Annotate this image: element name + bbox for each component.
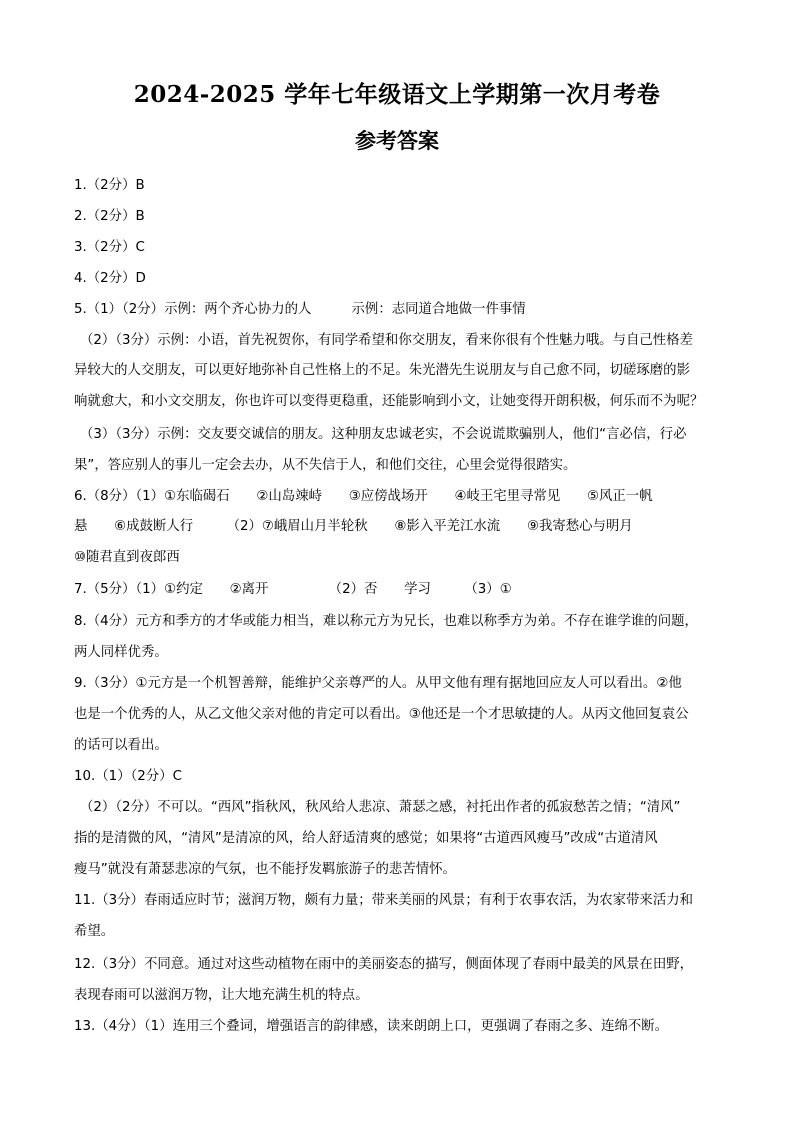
answer-line-20: 10.（1）（2分）C bbox=[74, 769, 182, 784]
answer-line-27: 表现春雨可以滋润万物，让大地充满生机的特点。 bbox=[74, 988, 369, 1003]
answer-line-5: 5.（1）（2分）示例：两个齐心协力的人 示例：志同道合地做一件事情 bbox=[74, 302, 526, 317]
answer-line-24: 11.（3分）春雨适应时节；滋润万物，颇有力量；带来美丽的风景；有利于农事农活，为农家带来活力和 bbox=[74, 893, 693, 908]
answer-line-9: （3）（3分）示例：交友要交诚信的朋友。这种朋友忠诚老实，不会说谎欺骗别人，他们“言必信，行必 bbox=[80, 427, 687, 442]
answer-line-26: 12.（3分）不同意。通过对这些动植物在雨中的美丽姿态的描写，侧面体现了春雨中最美的风景在田野， bbox=[74, 957, 693, 972]
answer-line-15: 8.（4分）元方和季方的才华或能力相当，难以称元方为兄长，也难以称季方为弟。不存在谁学谁的问题， bbox=[74, 614, 698, 629]
answer-line-18: 也是一个优秀的人，从乙文他父亲对他的肯定可以看出。③他还是一个才思敏捷的人。从丙文他回复袁公 bbox=[74, 707, 689, 722]
answer-line-8: 响就愈大，和小文交朋友，你也许可以变得更稳重，还能影响到小文，让她变得开朗积极，何乐而不为呢？ bbox=[74, 394, 704, 409]
answer-line-22: 指的是清微的风，“清风”是清凉的风，给人舒适清爽的感觉；如果将“古道西风瘦马”改成“古道清风 bbox=[74, 831, 658, 846]
answer-line-3: 3.（2分）C bbox=[74, 240, 145, 255]
answer-line-25: 希望。 bbox=[74, 924, 115, 939]
answer-line-19: 的话可以看出。 bbox=[74, 738, 168, 753]
answer-line-21: （2）（2分）不可以。“西风”指秋风，秋风给人悲凉、萧瑟之感，衬托出作者的孤寂愁苦之情；“清风” bbox=[80, 800, 681, 815]
answer-line-1: 1.（2分）B bbox=[74, 178, 145, 193]
answer-line-7: 异较大的人交朋友，可以更好地弥补自己性格上的不足。朱光潜先生说朋友与自己愈不同，切磋琢磨的影 bbox=[74, 363, 690, 378]
answer-line-16: 两人同样优秀。 bbox=[74, 645, 168, 660]
answer-line-28: 13.（4分）（1）连用三个叠词，增强语言的韵律感，读来朗朗上口，更强调了春雨之多、连绵不断。 bbox=[74, 1019, 669, 1034]
answer-line-4: 4.（2分）D bbox=[74, 271, 146, 286]
answer-line-10: 果”，答应别人的事儿一定会去办，从不失信于人，和他们交往，心里会觉得很踏实。 bbox=[74, 458, 577, 473]
answer-line-2: 2.（2分）B bbox=[74, 209, 145, 224]
page-subtitle: 参考答案 bbox=[355, 128, 439, 153]
answer-line-14: 7.（5分）（1）①约定 ②离开 （2）否 学习 （3）① bbox=[74, 582, 512, 597]
answer-line-23: 瘦马”就没有萧瑟悲凉的气氛，也不能抒发羁旅游子的悲苦情怀。 bbox=[74, 862, 456, 877]
answer-line-17: 9.（3分）①元方是一个机智善辩，能维护父亲尊严的人。从甲文他有理有据地回应友人可以看出。②他 bbox=[74, 676, 682, 691]
answer-line-6: （2）（3分）示例：小语，首先祝贺你，有同学希望和你交朋友，看来你很有个性魅力哦。与自己性格差 bbox=[80, 333, 693, 348]
answer-line-13: ⑩随君直到夜郎西 bbox=[74, 550, 180, 565]
page-title: 2024-2025 学年七年级语文上学期第一次月考卷 bbox=[133, 81, 661, 108]
answer-line-11: 6.（8分）（1）①东临碣石 ②山岛竦峙 ③应傍战场开 ④岐王宅里寻常见 ⑤风正一帆 bbox=[74, 489, 653, 504]
answer-line-12: 悬 ⑥成鼓断人行 （2）⑦峨眉山月半轮秋 ⑧影入平羌江水流 ⑨我寄愁心与明月 bbox=[74, 519, 633, 534]
